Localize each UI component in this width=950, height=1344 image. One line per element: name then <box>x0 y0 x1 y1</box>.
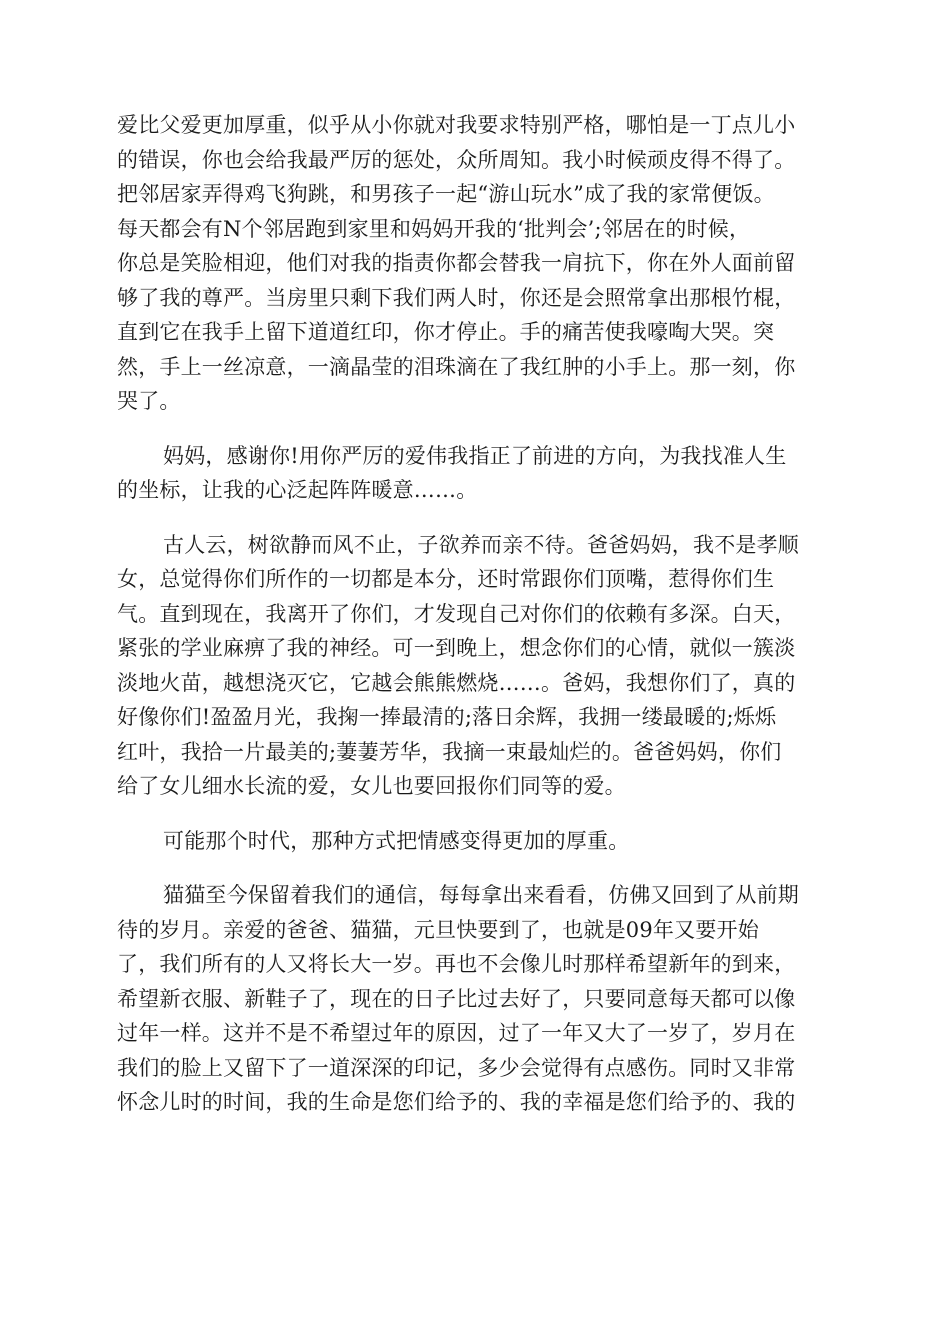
text-line: 每天都会有N个邻居跑到家里和妈妈开我的‘批判会’;邻居在的时候， <box>117 216 751 241</box>
text-line: 的坐标，让我的心泛起阵阵暖意……。 <box>117 478 478 502</box>
text-line: 你总是笑脸相迎，他们对我的指责你都会替我一肩抗下，你在外人面前留 <box>117 251 796 275</box>
text-line: 待的岁月。亲爱的爸爸、猫猫，元旦快要到了，也就是09年又要开始 <box>117 917 759 942</box>
text-line: 然，手上一丝凉意，一滴晶莹的泪珠滴在了我红肿的小手上。那一刻，你 <box>117 354 796 379</box>
text-line: 了，我们所有的人又将长大一岁。再也不会像儿时那样希望新年的到来， <box>117 952 796 976</box>
text-line: 我们的脸上又留下了一道深深的印记，多少会觉得有点感伤。同时又非常 <box>117 1055 796 1080</box>
text-line: 古人云，树欲静而风不止，子欲养而亲不待。爸爸妈妈，我不是孝顺 <box>163 532 799 557</box>
text-line: 气。直到现在，我离开了你们，才发现自己对你们的依赖有多深。白天， <box>117 601 796 626</box>
text-line: 妈妈，感谢你!用你严厉的爱伟我指正了前进的方向，为我找准人生 <box>163 443 787 468</box>
text-line: 过年一样。这并不是不希望过年的原因，过了一年又大了一岁了，岁月在 <box>117 1021 796 1045</box>
paragraph-3 <box>117 528 837 804</box>
text-line: 哭了。 <box>117 389 181 413</box>
text-line: 希望新衣服、新鞋子了，现在的日子比过去好了，只要同意每天都可以像 <box>117 986 796 1011</box>
text-line: 紧张的学业麻痹了我的神经。可一到晚上，想念你们的心情，就似一簇淡 <box>117 636 796 660</box>
text-line: 够了我的尊严。当房里只剩下我们两人时，你还是会照常拿出那根竹棍， <box>117 285 796 310</box>
text-line: 红叶，我拾一片最美的;萋萋芳华，我摘一束最灿烂的。爸爸妈妈，你们 <box>117 739 782 764</box>
paragraph-1 <box>117 108 837 419</box>
paragraph-2 <box>117 439 837 508</box>
text-line: 好像你们!盈盈月光，我掬一捧最清的;落日余辉，我拥一缕最暖的;烁烁 <box>117 705 777 729</box>
text-line: 淡地火苗，越想浇灭它，它越会熊熊燃烧……。爸妈，我想你们了，真的 <box>117 670 796 695</box>
text-line: 给了女儿细水长流的爱，女儿也要回报你们同等的爱。 <box>117 774 626 798</box>
text-line: 的错误，你也会给我最严厉的惩处，众所周知。我小时候顽皮得不得了。 <box>117 147 796 172</box>
paragraph-4 <box>117 824 837 859</box>
document-body <box>117 108 837 1140</box>
text-line: 女，总觉得你们所作的一切都是本分，还时常跟你们顶嘴，惹得你们生 <box>117 567 775 591</box>
text-line: 可能那个时代，那种方式把情感变得更加的厚重。 <box>163 828 630 853</box>
text-line: 把邻居家弄得鸡飞狗跳，和男孩子一起“游山玩水”成了我的家常便饭。 <box>117 182 775 206</box>
paragraph-5 <box>117 878 837 1120</box>
text-line: 猫猫至今保留着我们的通信，每每拿出来看看，仿佛又回到了从前期 <box>163 883 799 907</box>
text-line: 直到它在我手上留下道道红印，你才停止。手的痛苦使我嚎啕大哭。突 <box>117 320 775 344</box>
text-line: 爱比父爱更加厚重，似乎从小你就对我要求特别严格，哪怕是一丁点儿小 <box>117 113 796 137</box>
text-line: 怀念儿时的时间，我的生命是您们给予的、我的幸福是您们给予的、我的 <box>117 1090 796 1114</box>
